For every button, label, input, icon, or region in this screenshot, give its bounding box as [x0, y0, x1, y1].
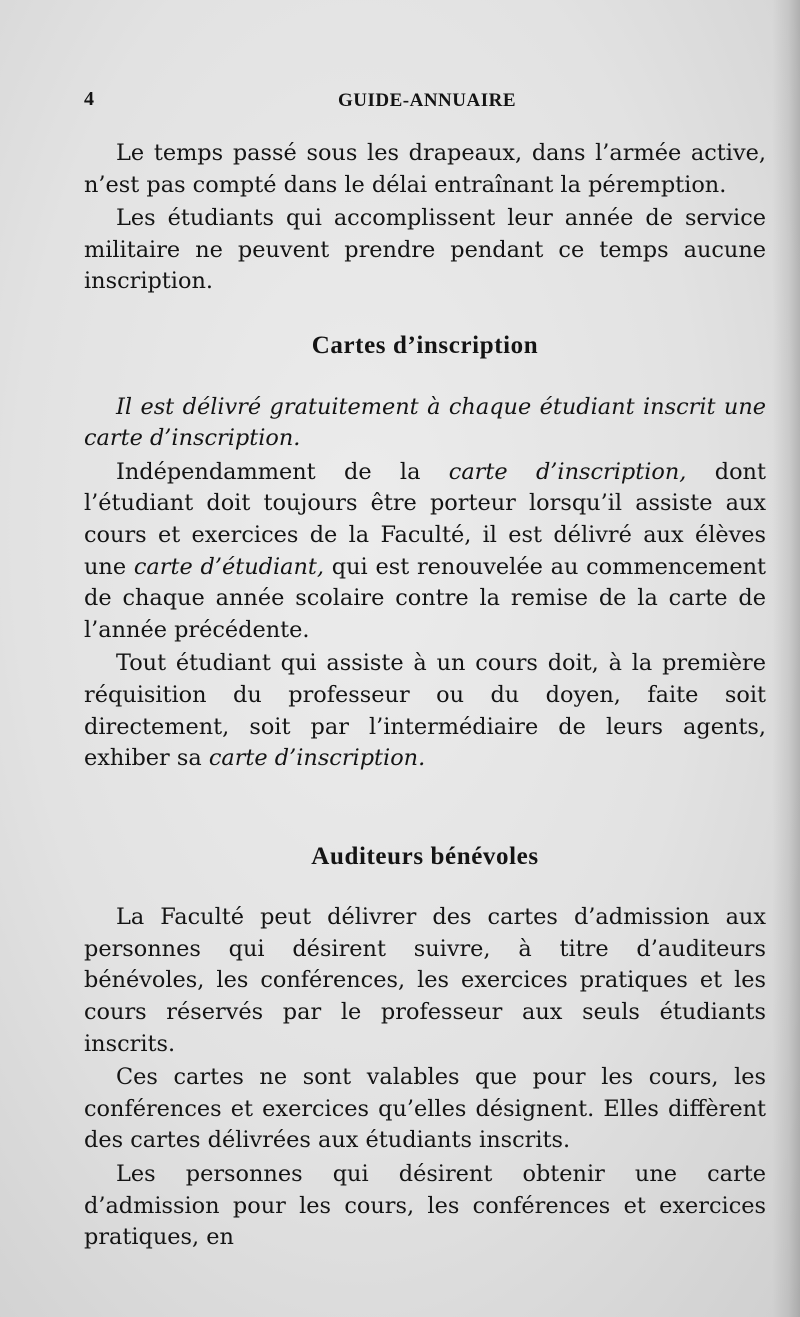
italic-run: carte d’inscription, [448, 458, 687, 485]
text-run: Tout étudiant qui assiste à un cours doit, à la première réquisition du professeur ou du doyen, faite soit directement, soit par l’intermédiaire de leurs agents, exhiber sa [84, 650, 766, 772]
page-number: 4 [84, 88, 95, 110]
paragraph-student-card [84, 457, 766, 647]
paragraph-service-time: Le temps passé sous les drapeaux, dans l’armée active, n’est pas compté dans le délai entraînant la péremption. [84, 140, 766, 198]
paragraph-free-card [84, 392, 766, 455]
page-edge-shadow [772, 0, 800, 1317]
paragraph-free-card-text: Il est délivré gratuitement à chaque étudiant inscrit une carte d’inscription. [84, 393, 766, 452]
paragraph-cards-validity: Ces cartes ne sont valables que pour les cours, les conférences et exercices qu’elles désignent. Elles diffèrent des cartes délivrées aux étudiants inscrits. [84, 1064, 766, 1154]
text-run: Indépendamment de la [116, 458, 449, 485]
running-title: GUIDE-ANNUAIRE [338, 90, 517, 111]
page-body [84, 138, 766, 1254]
section-heading-auditeurs: Auditeurs bénévoles [311, 842, 539, 870]
italic-run: carte d’inscription. [208, 745, 426, 772]
paragraph-exhibit-card [84, 648, 766, 774]
paragraph-admission-cards: La Faculté peut délivrer des cartes d’admission aux personnes qui désirent suivre, à titre d’auditeurs bénévoles, les conférences, les exercices pratiques et les cours réservés par le professeur aux seuls étudiants inscrits. [84, 904, 766, 1057]
italic-run: carte d’étudiant, [133, 553, 324, 580]
text-run: dont l’étudiant doit toujours être porteur lorsqu’il assiste aux cours et exercices de la Faculté, il est délivré aux élèves une [84, 458, 766, 580]
section-heading-cartes: Cartes d’inscription [311, 331, 539, 359]
paragraph-obtain-card: Les personnes qui désirent obtenir une carte d’admission pour les cours, les conférences et exercices pratiques, en [84, 1161, 766, 1251]
paragraph-military-service: Les étudiants qui accomplissent leur année de service militaire ne peuvent prendre pendant ce temps aucune inscription. [84, 205, 766, 295]
text-run: qui est renouvelée au commencement de chaque année scolaire contre la remise de la carte de l’année précédente. [84, 553, 766, 643]
